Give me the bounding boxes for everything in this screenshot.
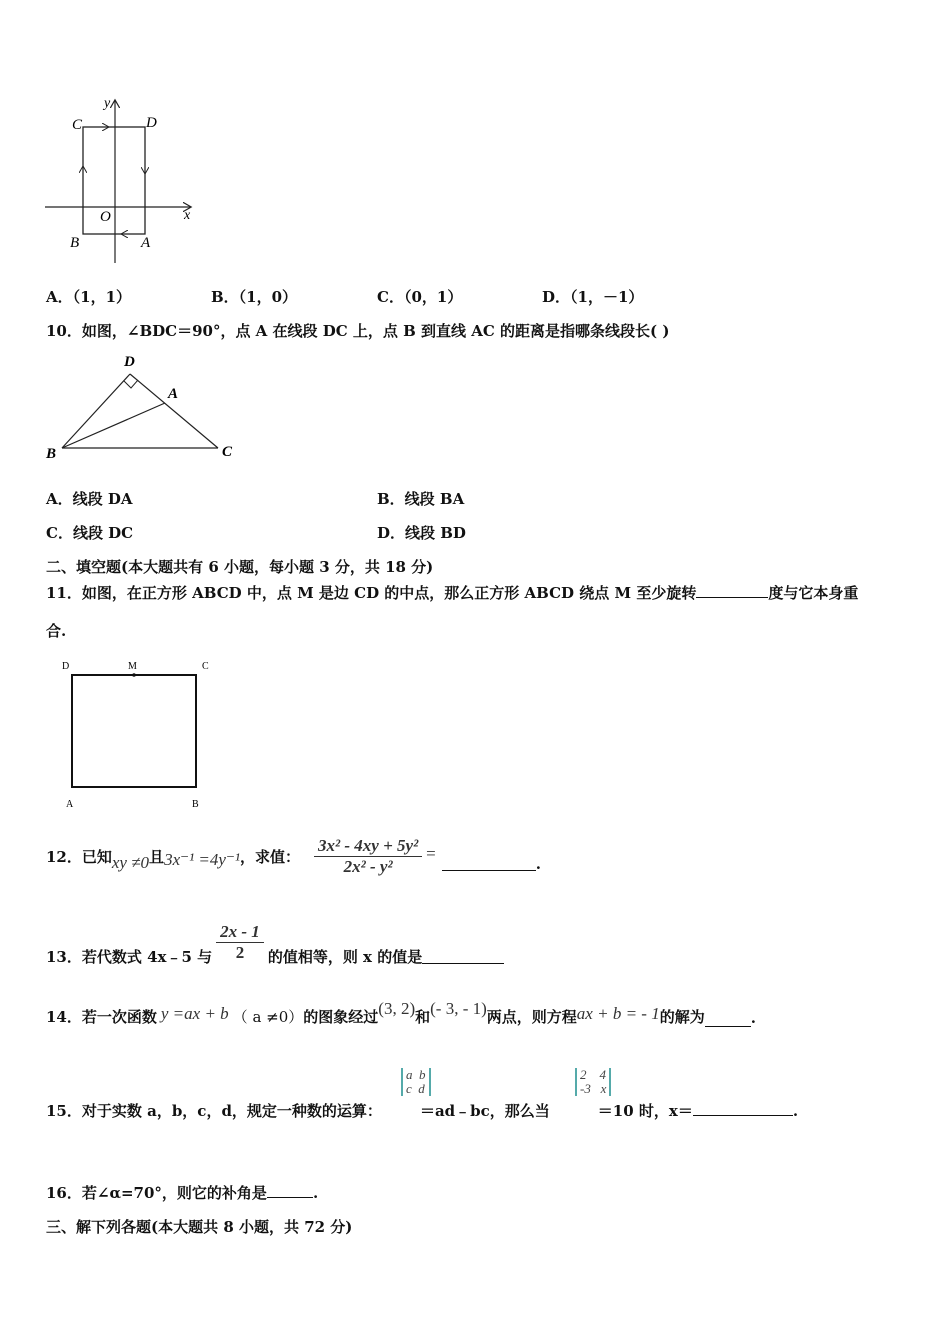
q10-option-a[interactable]: A．线段 DA <box>46 490 133 508</box>
q15-mid: ＝ad﹣bc，那么当 <box>419 1102 550 1120</box>
q10-triangle-figure <box>40 350 250 465</box>
q9-option-a[interactable]: A．（1，1） <box>46 288 132 306</box>
q14-suffix: 的解为 <box>659 1008 705 1026</box>
q11-text-c: 合. <box>46 622 67 640</box>
q13-fraction <box>216 922 264 963</box>
q11-text-a: 11．如图，在正方形 ABCD 中，点 M 是边 CD 的中点，那么正方形 ABCD 绕点 M 至少旋转 <box>46 584 697 602</box>
q14-point-1: (3, 2) <box>378 999 416 1018</box>
q14-mid: 的图象经过 <box>303 1008 379 1026</box>
point-c-label: C <box>202 661 209 672</box>
q12-prefix: 12．已知 <box>46 848 112 866</box>
q11-square-figure <box>55 655 225 815</box>
point-c-label: C <box>222 444 233 460</box>
q13-suffix: 的值相等，则 x 的值是 <box>267 948 423 966</box>
q16-end: . <box>312 1184 319 1202</box>
q12-equals: = <box>426 843 436 863</box>
q10-option-c[interactable]: C．线段 DC <box>46 524 134 542</box>
section-3-title: 三、解下列各题(本大题共 8 小题，共 72 分) <box>46 1218 353 1236</box>
q9-option-c[interactable]: C．（0，1） <box>377 288 463 306</box>
q11-question-text <box>46 582 858 603</box>
q13-numerator: 2x - 1 <box>216 922 264 943</box>
q12-fraction <box>314 836 422 877</box>
q15-suffix: ＝10 时，x＝ <box>597 1102 693 1120</box>
q15-determinant-2 <box>575 1068 611 1096</box>
q12-condition-2: 3x⁻¹ =4y⁻¹ <box>164 849 241 869</box>
q15-answer-blank[interactable] <box>693 1101 793 1116</box>
q11-answer-blank[interactable] <box>696 583 768 598</box>
q13-answer-blank[interactable] <box>422 949 504 964</box>
q13-question <box>46 918 504 967</box>
q14-prefix: 14．若一次函数 <box>46 1008 157 1026</box>
q14-answer-blank[interactable] <box>705 1012 751 1027</box>
origin-label: O <box>100 209 111 225</box>
q14-condition: （ a ≠0） <box>232 1008 304 1026</box>
point-b-label: B <box>70 235 80 251</box>
q14-equation: ax + b = - 1 <box>576 1004 660 1023</box>
q10-question-text: 10．如图，∠BDC＝90°，点 A 在线段 DC 上，点 B 到直线 AC 的距离是指哪条线段长( ) <box>46 322 670 340</box>
point-d-label: D <box>62 661 70 672</box>
q16-answer-blank[interactable] <box>267 1183 313 1198</box>
q15-question <box>46 1100 798 1121</box>
axis-y-label: y <box>104 96 111 111</box>
q16-question <box>46 1182 318 1203</box>
q14-function: y =ax + b <box>160 1004 229 1023</box>
q15-det2-row1: 2 4 <box>580 1067 606 1082</box>
q15-end: . <box>792 1102 799 1120</box>
q12-question <box>46 836 541 877</box>
point-b-label: B <box>192 799 199 810</box>
q10-option-d[interactable]: D．线段 BD <box>377 524 466 542</box>
point-a-label: A <box>168 386 179 402</box>
q12-denominator: 2x² - y² <box>343 857 393 876</box>
point-c-label: C <box>72 117 83 133</box>
q14-question <box>46 999 756 1027</box>
point-d-label: D <box>124 354 135 370</box>
q13-prefix: 13．若代数式 4x﹣5 与 <box>46 948 213 966</box>
axis-x-label: x <box>184 208 191 223</box>
q14-and: 和 <box>415 1008 431 1026</box>
q12-end: . <box>535 854 541 873</box>
q11-text-b: 度与它本身重 <box>768 584 859 602</box>
q16-text: 16．若∠α=70°，则它的补角是 <box>46 1184 267 1202</box>
point-a-label: A <box>141 235 151 251</box>
q15-determinant-1 <box>401 1068 431 1096</box>
q12-and: 且 <box>149 848 165 866</box>
point-m-label: M <box>128 661 137 672</box>
point-b-label: B <box>46 446 57 462</box>
q13-denominator: 2 <box>235 943 245 962</box>
point-a-label: A <box>66 799 74 810</box>
q9-option-b[interactable]: B．（1，0） <box>211 288 298 306</box>
q14-mid2: 两点，则方程 <box>486 1008 577 1026</box>
q9-option-d[interactable]: D．（1，－1） <box>542 288 644 306</box>
q14-end: . <box>750 1009 756 1027</box>
q14-point-2: (- 3, - 1) <box>430 999 487 1018</box>
q12-answer-blank[interactable] <box>442 856 536 871</box>
q10-option-b[interactable]: B．线段 BA <box>377 490 465 508</box>
q15-det1-row2: c d <box>406 1081 425 1096</box>
q15-prefix: 15．对于实数 a，b，c，d，规定一种数的运算： <box>46 1102 382 1120</box>
q12-condition-1: xy ≠0 <box>111 852 150 872</box>
q12-numerator: 3x² - 4xy + 5y² <box>314 836 422 857</box>
q15-det1-row1: a b <box>406 1067 426 1082</box>
section-2-title: 二、填空题(本大题共有 6 小题，每小题 3 分，共 18 分) <box>46 558 434 576</box>
point-d-label: D <box>146 115 157 131</box>
q9-coordinate-figure <box>40 95 200 270</box>
q12-ask: ，求值： <box>240 848 301 866</box>
q15-det2-row2: -3 x <box>580 1081 607 1096</box>
